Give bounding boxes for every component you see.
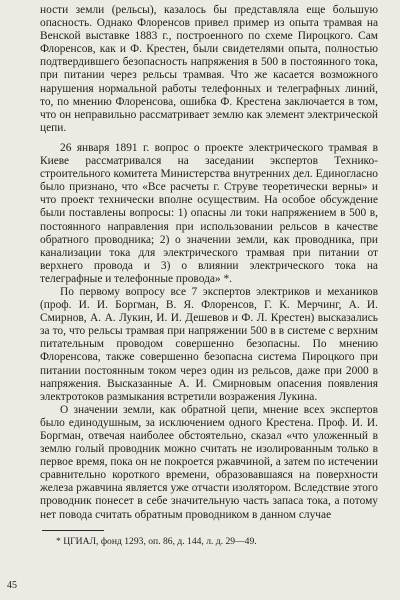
body-paragraph-1: ности земли (рельсы), казалось бы представляла еще большую опасность. Однако Флоренсов привел пример из опыта трамвая на Венской выставке 1883 г., построенного по схеме Пироцкого. Сам Флоренсов, как и Ф. Крестен, были свидетелями опыта, полностью подтвердившего безопасность напряжения в 500 в постоянного тока, при питании через рельсы трамвая. Что же касается возможного нарушения нормальной работы телефонных и телеграфных линий, то, по мнению Флоренсова, ошибка Ф. Крестена заключается в том, что он неправильно рассматривает землю как элемент электрической цепи. <box>40 4 378 134</box>
footnote-divider <box>42 530 104 531</box>
footnote: * ЦГИАЛ, фонд 1293, оп. 86, д. 144, л. д. 29—49. <box>56 535 257 547</box>
page-number: 45 <box>7 579 17 591</box>
body-paragraph-2: 26 января 1891 г. вопрос о проекте электрического трамвая в Киеве рассматривался на заседании экспертов Технико-строительного комитета Министерства внутренних дел. Единогласно было признано, что «Все расчеты г. Струве теоретически верны» и что проект технически вполне осуществим. На особое обсуждение были поставлены вопросы: 1) опасны ли токи напряжением в 500 в, постоянного направления при использовании рельсов в качестве обратного проводника; 2) о значении земли, как проводника, при канализации тока для электрического трамвая при питании от верхнего провода и 3) о влиянии электрического тока на телеграфные и телефонные провода» *. <box>40 141 378 285</box>
body-paragraph-4: О значении земли, как обратной цепи, мнение всех экспертов было единодушным, за исключением одного Крестена. Проф. И. И. Боргман, отвечая наиболее обстоятельно, сказал «что уложенный в землю голый проводник можно считать не изолированным только в первое время, пока он не покроется ржавчиной, а затем по истечении сравнительно короткого времени, образовавшаяся на поверхности железа ржавчина является уже отчасти изолятором. Вследствие этого проводник понесет в себе значительную часть запаса тока, а потому нет повода считать обратным проводником в данном случае <box>40 403 378 521</box>
paragraph-gap <box>40 135 378 142</box>
body-paragraph-3: По первому вопросу все 7 экспертов электриков и механиков (проф. И. И. Боргман, В. Я. Флоренсов, Г. К. Мерчинг, А. И. Смирнов, А. А. Лукин, И. И. Дешевов и Ф. Л. Крестен) высказались за то, что рельсы трамвая при напряжении 500 в в системе с верхним питательным проводом совершенно безопасны. По мнению Флоренсова, также совершенно безопасна система Пироцкого при питании постоянным током через один из рельсов, даже при 2000 в напряжения. Высказанные А. И. Смирновым опасения появления электротоков размыкания встретили возражения Лукина. <box>40 285 378 403</box>
